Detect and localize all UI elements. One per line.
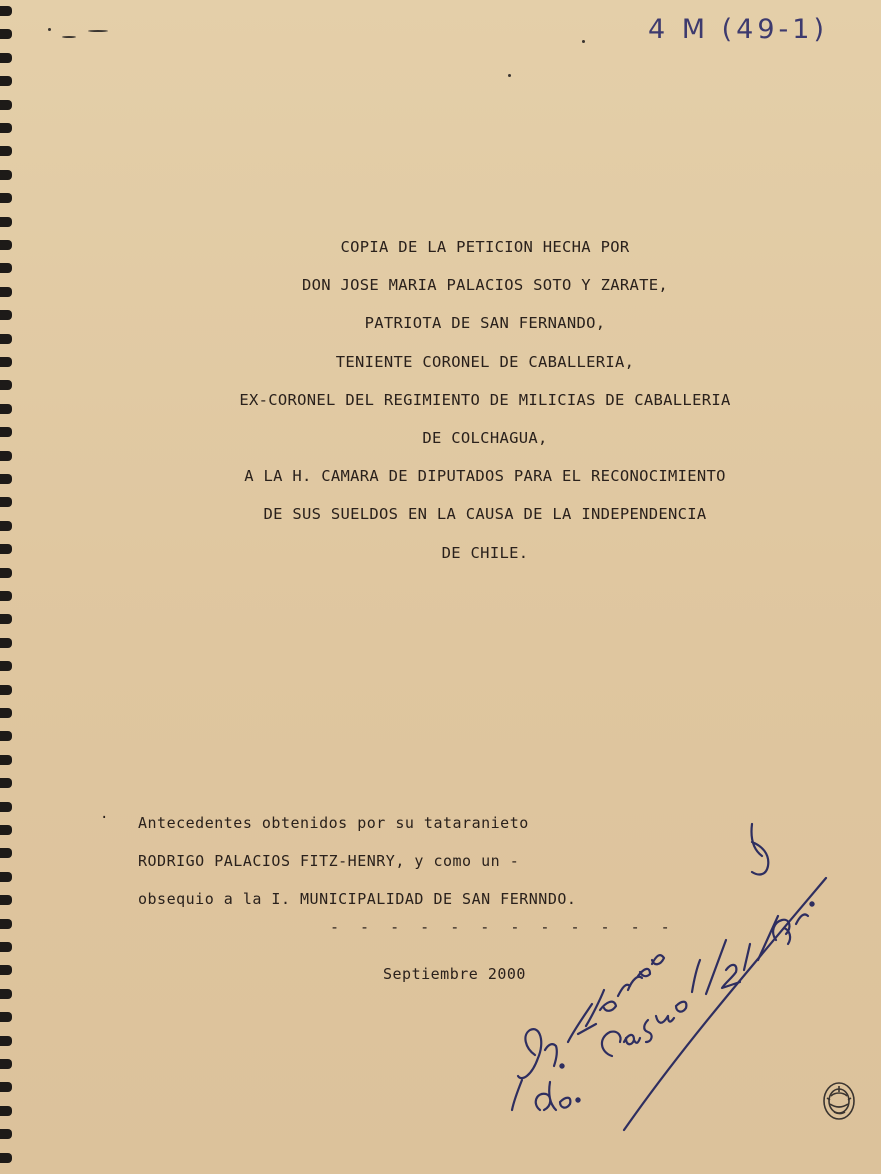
binding-ring	[0, 404, 12, 414]
notes-line: Antecedentes obtenidos por su tataranieto	[138, 814, 529, 832]
binding-ring	[0, 638, 12, 648]
binding-ring	[0, 848, 12, 858]
title-line: PATRIOTA DE SAN FERNANDO,	[364, 314, 606, 333]
title-line: A LA H. CAMARA DE DIPUTADOS PARA EL RECONOCIMIENTO	[244, 467, 726, 486]
library-stamp	[818, 1078, 860, 1124]
binding-ring	[0, 1059, 12, 1069]
binding-ring	[0, 685, 12, 695]
binding-ring	[0, 100, 12, 110]
binding-ring	[0, 287, 12, 297]
document-date: Septiembre 2000	[383, 965, 526, 983]
binding-ring	[0, 263, 12, 273]
binding-ring	[0, 357, 12, 367]
binding-ring	[0, 802, 12, 812]
title-line: DE SUS SUELDOS EN LA CAUSA DE LA INDEPENDENCIA	[263, 505, 707, 524]
binding-ring	[0, 755, 12, 765]
binding-ring	[0, 123, 12, 133]
archive-reference: 4 M (49-1)	[648, 14, 828, 45]
document-title	[175, 228, 795, 572]
notes-line: obsequio a la I. MUNICIPALIDAD DE SAN FERNNDO.	[138, 890, 577, 908]
binding-ring	[0, 76, 12, 86]
binding-ring	[0, 1082, 12, 1092]
binding-ring	[0, 6, 12, 16]
binding-ring	[0, 193, 12, 203]
notes-line: RODRIGO PALACIOS FITZ-HENRY, y como un -	[138, 852, 520, 870]
binding-ring	[0, 895, 12, 905]
binding-ring	[0, 474, 12, 484]
binding-ring	[0, 1012, 12, 1022]
title-line: DE COLCHAGUA,	[422, 429, 548, 448]
binding-ring	[0, 872, 12, 882]
binding-ring	[0, 965, 12, 975]
binding-ring	[0, 591, 12, 601]
binding-ring	[0, 1106, 12, 1116]
title-line: TENIENTE CORONEL DE CABALLERIA,	[335, 352, 635, 371]
binding-ring	[0, 731, 12, 741]
binding-ring	[0, 825, 12, 835]
binding-ring	[0, 53, 12, 63]
binding-ring	[0, 708, 12, 718]
binding-ring	[0, 521, 12, 531]
title-line: EX-CORONEL DEL REGIMIENTO DE MILICIAS DE CABALLERIA	[239, 390, 731, 409]
binding-ring	[0, 380, 12, 390]
spiral-binding	[0, 0, 20, 1174]
binding-ring	[0, 334, 12, 344]
title-line: DE CHILE.	[441, 543, 529, 562]
binding-ring	[0, 942, 12, 952]
binding-ring	[0, 614, 12, 624]
binding-ring	[0, 989, 12, 999]
binding-ring	[0, 497, 12, 507]
title-line: DON JOSE MARIA PALACIOS SOTO Y ZARATE,	[301, 276, 668, 295]
binding-ring	[0, 778, 12, 788]
binding-ring	[0, 29, 12, 39]
handwritten-annotation	[500, 820, 830, 1140]
binding-ring	[0, 661, 12, 671]
binding-ring	[0, 170, 12, 180]
binding-ring	[0, 146, 12, 156]
binding-ring	[0, 451, 12, 461]
binding-ring	[0, 544, 12, 554]
binding-ring	[0, 240, 12, 250]
binding-ring	[0, 427, 12, 437]
binding-ring	[0, 1153, 12, 1163]
binding-ring	[0, 1129, 12, 1139]
title-line: COPIA DE LA PETICION HECHA POR	[340, 238, 630, 256]
dashed-separator: - - - - - - - - - - - -	[330, 918, 676, 936]
binding-ring	[0, 919, 12, 929]
binding-ring	[0, 568, 12, 578]
binding-ring	[0, 217, 12, 227]
binding-ring	[0, 1036, 12, 1046]
binding-ring	[0, 310, 12, 320]
margin-mark: ·	[100, 810, 109, 826]
